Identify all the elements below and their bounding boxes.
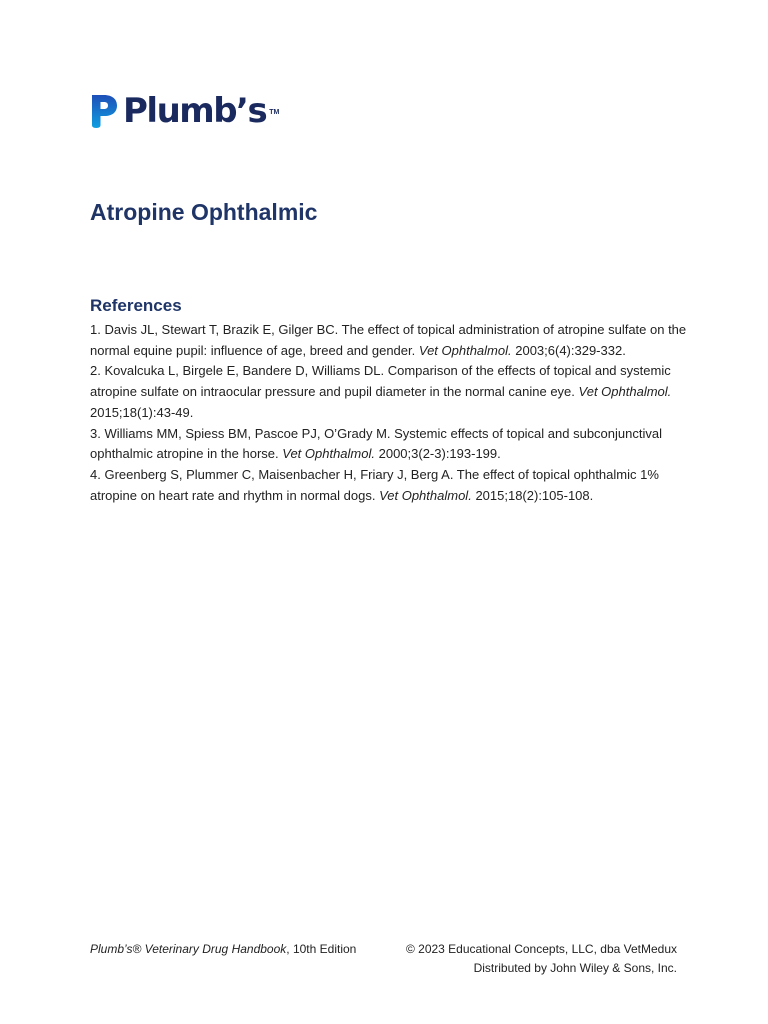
references-heading: References bbox=[90, 296, 182, 315]
reference-number: 2. bbox=[90, 363, 101, 379]
page-title: Atropine Ophthalmic bbox=[90, 199, 318, 225]
reference-item bbox=[90, 465, 690, 506]
reference-item bbox=[90, 424, 690, 465]
reference-citation: 2015;18(1):43-49. bbox=[90, 404, 194, 420]
footer-copyright: © 2023 Educational Concepts, LLC, dba VetMedux bbox=[405, 942, 677, 956]
brand-name: Plumb’s bbox=[123, 91, 267, 131]
reference-citation: 2015;18(2):105-108. bbox=[475, 487, 594, 503]
reference-number: 4. bbox=[90, 466, 101, 482]
footer-book-credit bbox=[90, 940, 356, 958]
reference-item bbox=[90, 361, 690, 423]
reference-citation: 2003;6(4):329-332. bbox=[515, 342, 626, 358]
reference-number: 1. bbox=[90, 322, 101, 337]
footer-publisher bbox=[406, 940, 677, 978]
footer-edition: , 10th Edition bbox=[286, 942, 357, 956]
plumbs-logo bbox=[91, 91, 280, 131]
reference-journal: Vet Ophthalmol. bbox=[418, 342, 512, 358]
reference-number: 3. bbox=[90, 425, 101, 441]
reference-citation: 2000;3(2-3):193-199. bbox=[378, 446, 501, 462]
reference-item bbox=[90, 320, 690, 361]
reference-text: Williams MM, Spiess BM, Pascoe PJ, O’Grady M. Systemic effects of topical and subconjunctival ophthalmic atropine in the horse. bbox=[90, 425, 662, 462]
reference-text: Greenberg S, Plummer C, Maisenbacher H, Friary J, Berg A. The effect of topical ophthalmic 1% atropine on heart rate and rhythm in normal dogs. bbox=[90, 466, 659, 503]
references-list bbox=[90, 320, 690, 506]
footer-book-title: Plumb’s® Veterinary Drug Handbook bbox=[90, 942, 287, 956]
reference-text: Kovalcuka L, Birgele E, Bandere D, Williams DL. Comparison of the effects of topical and systemic atropine sulfate on intraocular pressure and pupil diameter in the normal canine eye. bbox=[90, 363, 671, 400]
trademark-symbol: TM bbox=[269, 109, 280, 116]
footer-distributor: Distributed by John Wiley & Sons, Inc. bbox=[473, 961, 677, 975]
plumbs-p-mark-icon bbox=[91, 94, 118, 129]
reference-journal: Vet Ophthalmol. bbox=[578, 384, 672, 400]
reference-journal: Vet Ophthalmol. bbox=[379, 487, 472, 503]
reference-text: Davis JL, Stewart T, Brazik E, Gilger BC. The effect of topical administration of atropine sulfate on the normal equine pupil: influence of age, breed and gender. bbox=[90, 322, 687, 358]
reference-journal: Vet Ophthalmol. bbox=[282, 446, 375, 462]
